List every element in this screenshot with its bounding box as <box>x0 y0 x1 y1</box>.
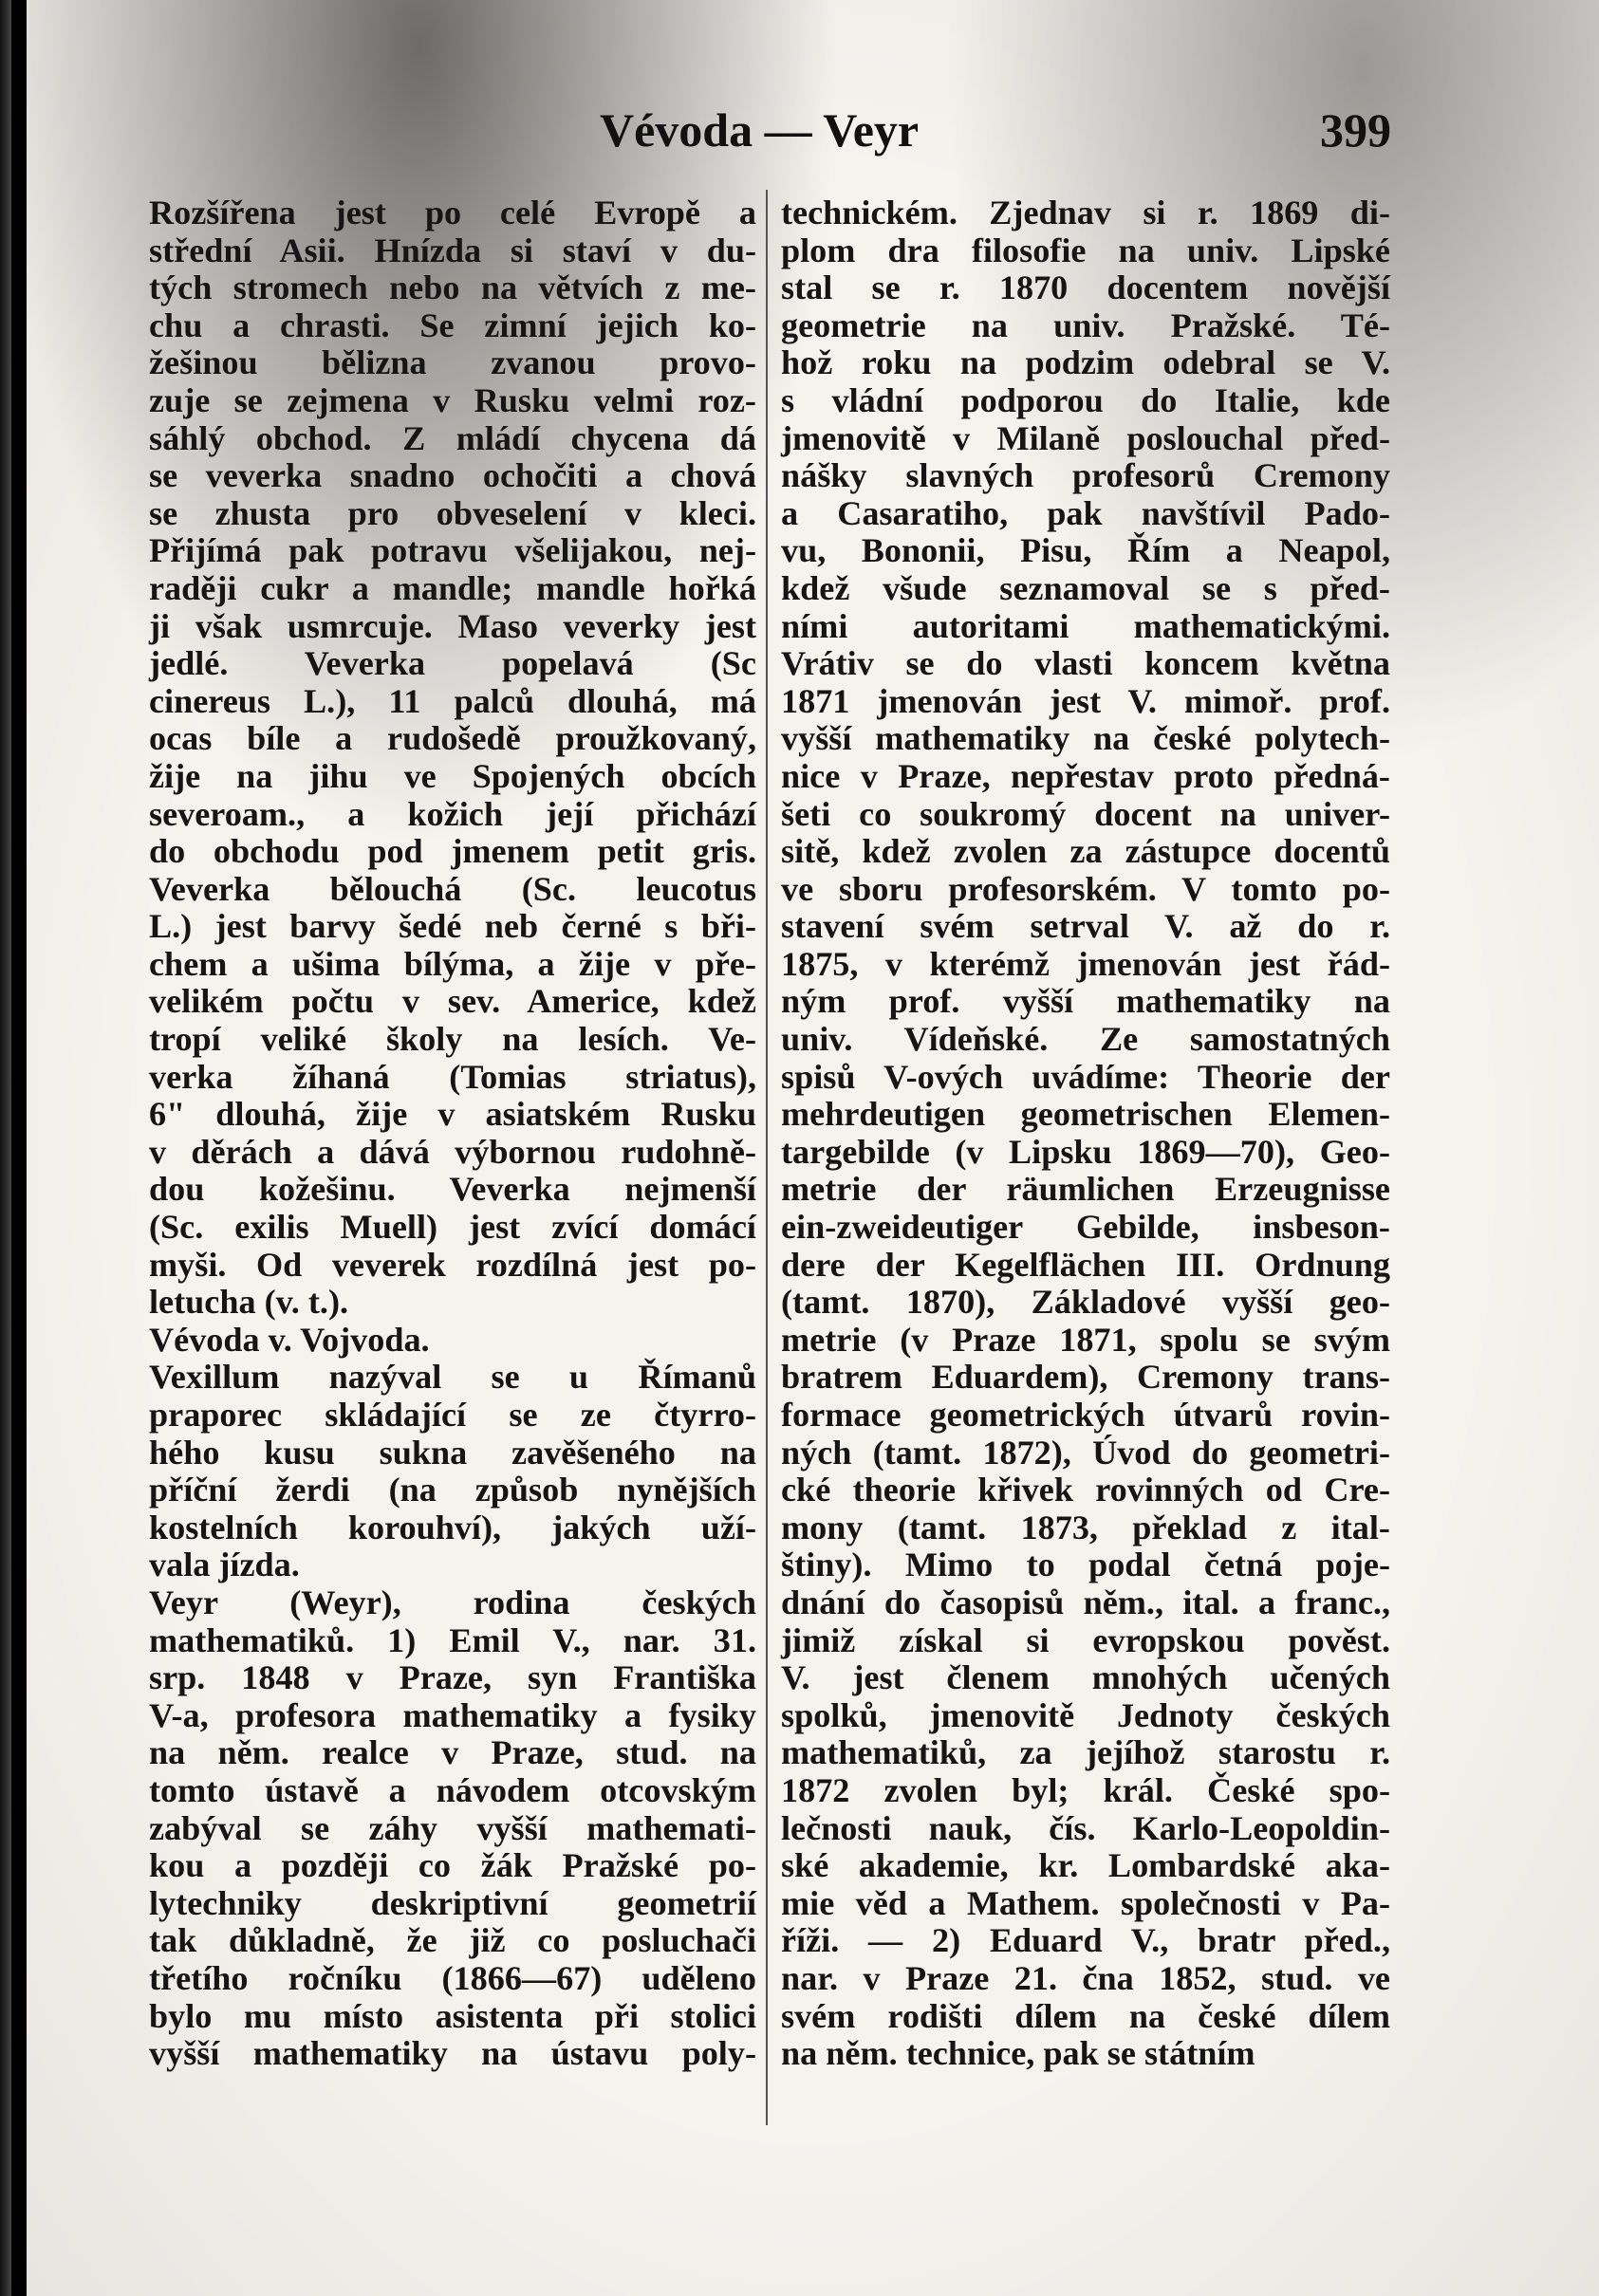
text-line: vyšší mathematiky na české polytech- <box>781 719 1390 758</box>
right-text-column <box>781 194 1390 2073</box>
text-line: se zhusta pro obveselení v kleci. <box>149 493 756 532</box>
text-line: verka žíhaná (Tomias striatus), <box>149 1057 756 1096</box>
text-line: metrie der räumlichen Erzeugnisse <box>781 1170 1390 1209</box>
text-line: 1875, v kterémž jmenován jest řád- <box>781 944 1390 983</box>
text-line: hož roku na podzim odebral se V. <box>781 343 1390 382</box>
text-line: metrie (v Praze 1871, spolu se svým <box>781 1320 1390 1359</box>
text-line: srp. 1848 v Praze, syn Františka <box>149 1658 756 1697</box>
text-line: mathematiků. 1) Emil V., nar. 31. <box>149 1620 756 1659</box>
text-line: jmenovitě v Milaně poslouchal před- <box>781 418 1390 457</box>
text-line: zuje se zejmena v Rusku velmi roz- <box>149 380 756 419</box>
text-line: ných (tamt. 1872), Úvod do geometri- <box>781 1433 1390 1472</box>
text-line: dou kožešinu. Veverka nejmenší <box>149 1170 756 1209</box>
text-line: ein-zweideutiger Gebilde, insbeson- <box>781 1208 1390 1247</box>
book-gutter-shadow <box>0 0 11 2296</box>
text-line: šeti co soukromý docent na univer- <box>781 794 1390 833</box>
text-line: V. jest členem mnohých učených <box>781 1658 1390 1697</box>
text-line: V-a, profesora mathematiky a fysiky <box>149 1695 756 1734</box>
text-line: raději cukr a mandle; mandle hořká <box>149 568 756 607</box>
text-line: 6" dlouhá, žije v asiatském Rusku <box>149 1095 756 1134</box>
text-line: bratrem Eduardem), Cremony trans- <box>781 1358 1390 1397</box>
text-line: Veyr (Weyr), rodina českých <box>149 1583 756 1621</box>
running-title: Vévoda — Veyr <box>600 103 920 157</box>
text-line: svém rodišti dílem na české dílem <box>781 1996 1390 2035</box>
text-line: targebilde (v Lipsku 1869—70), Geo- <box>781 1132 1390 1171</box>
text-line: Veverka bělouchá (Sc. leucotus <box>149 869 756 908</box>
text-line: ným prof. vyšší mathematiky na <box>781 982 1390 1021</box>
text-line: hého kusu sukna zavěšeného na <box>149 1433 756 1472</box>
text-line: dnání do časopisů něm., ital. a franc., <box>781 1583 1390 1621</box>
text-line: spisů V-ových uvádíme: Theorie der <box>781 1057 1390 1096</box>
text-line: jedlé. Veverka popelavá (Sc <box>149 644 756 683</box>
text-line: 1872 zvolen byl; král. České spo- <box>781 1770 1390 1809</box>
page-number: 399 <box>1320 103 1391 157</box>
text-line: zabýval se záhy vyšší mathemati- <box>149 1808 756 1847</box>
left-text-column <box>149 194 756 2073</box>
text-line: formace geometrických útvarů rovin- <box>781 1396 1390 1434</box>
text-line: praporec skládající se ze čtyrro- <box>149 1396 756 1434</box>
text-line: plom dra filosofie na univ. Lipské <box>781 231 1390 269</box>
text-line: ními autoritami mathematickými. <box>781 606 1390 645</box>
text-line: 1871 jmenován jest V. mimoř. prof. <box>781 681 1390 720</box>
text-line: myši. Od veverek rozdílná jest po- <box>149 1245 756 1284</box>
text-line: chu a chrasti. Se zimní jejich ko- <box>149 306 756 344</box>
text-line: mony (tamt. 1873, překlad z ital- <box>781 1508 1390 1546</box>
text-line: s vládní podporou do Italie, kde <box>781 380 1390 419</box>
text-line: Vrátiv se do vlasti koncem května <box>781 644 1390 683</box>
text-line: říži. — 2) Eduard V., bratr před., <box>781 1921 1390 1960</box>
text-line: nice v Praze, nepřestav proto předná- <box>781 756 1390 795</box>
text-line: Vexillum nazýval se u Římanů <box>149 1358 756 1397</box>
text-line: mie věd a Mathem. společnosti v Pa- <box>781 1883 1390 1922</box>
text-line: kostelních korouhví), jakých uží- <box>149 1508 756 1546</box>
text-line: tomto ústavě a návodem otcovským <box>149 1770 756 1809</box>
text-line: L.) jest barvy šedé neb černé s bři- <box>149 907 756 946</box>
text-line: sáhlý obchod. Z mládí chycena dá <box>149 418 756 457</box>
text-line: Rozšířena jest po celé Evropě a <box>149 194 756 231</box>
text-line: do obchodu pod jmenem petit gris. <box>149 832 756 871</box>
text-line: stavení svém setrval V. až do r. <box>781 907 1390 946</box>
text-line: Přijímá pak potravu všelijakou, nej- <box>149 531 756 570</box>
text-line: spolků, jmenovitě Jednoty českých <box>781 1695 1390 1734</box>
text-line: severoam., a kožich její přichází <box>149 794 756 833</box>
text-line: tých stromech nebo na větvích z me- <box>149 268 756 307</box>
text-line: (Sc. exilis Muell) jest zvící domácí <box>149 1208 756 1247</box>
text-line: dere der Kegelflächen III. Ordnung <box>781 1245 1390 1284</box>
text-line: univ. Vídeňské. Ze samostatných <box>781 1020 1390 1059</box>
text-line: geometrie na univ. Pražské. Té- <box>781 306 1390 344</box>
text-line: nar. v Praze 21. čna 1852, stud. ve <box>781 1958 1390 1997</box>
text-line: žije na jihu ve Spojených obcích <box>149 756 756 795</box>
text-line: Vévoda v. Vojvoda. <box>149 1320 430 1359</box>
text-line: nášky slavných profesorů Cremony <box>781 456 1390 495</box>
text-line: stal se r. 1870 docentem novější <box>781 268 1390 307</box>
text-line: na něm. technice, pak se státním <box>781 2034 1255 2073</box>
text-line: se veverka snadno ochočiti a chová <box>149 456 756 495</box>
text-line: vyšší mathematiky na ústavu poly- <box>149 2034 756 2073</box>
text-line: ji však usmrcuje. Maso veverky jest <box>149 606 756 645</box>
text-line: na něm. realce v Praze, stud. na <box>149 1733 756 1772</box>
text-line: kdež všude seznamoval se s před- <box>781 568 1390 607</box>
text-line: mathematiků, za jejíhož starostu r. <box>781 1733 1390 1772</box>
text-line: bylo mu místo asistenta při stolici <box>149 1996 756 2035</box>
text-line: příční žerdi (na způsob nynějších <box>149 1471 756 1509</box>
text-line: lytechniky deskriptivní geometrií <box>149 1883 756 1922</box>
text-line: kou a později co žák Pražské po- <box>149 1846 756 1885</box>
text-line: lečnosti nauk, čís. Karlo-Leopoldin- <box>781 1808 1390 1847</box>
text-line: ské akademie, kr. Lombardské aka- <box>781 1846 1390 1885</box>
text-line: střední Asii. Hnízda si staví v du- <box>149 231 756 269</box>
text-line: ve sboru profesorském. V tomto po- <box>781 869 1390 908</box>
text-line: (tamt. 1870), Základové vyšší geo- <box>781 1283 1390 1322</box>
text-line: sitě, kdež zvolen za zástupce docentů <box>781 832 1390 871</box>
page-header <box>569 102 1404 169</box>
text-line: štiny). Mimo to podal četná poje- <box>781 1546 1390 1584</box>
text-line: tropí veliké školy na lesích. Ve- <box>149 1020 756 1059</box>
text-line: cinereus L.), 11 palců dlouhá, má <box>149 681 756 720</box>
text-line: v děrách a dává výbornou rudohně- <box>149 1132 756 1171</box>
text-line: velikém počtu v sev. Americe, kdež <box>149 982 756 1021</box>
text-line: vu, Bononii, Pisu, Řím a Neapol, <box>781 531 1390 570</box>
text-line: třetího ročníku (1866—67) uděleno <box>149 1958 756 1997</box>
text-line: mehrdeutigen geometrischen Elemen- <box>781 1095 1390 1134</box>
text-line: tak důkladně, že již co posluchači <box>149 1921 756 1960</box>
text-line: žešinou bělizna zvanou provo- <box>149 343 756 382</box>
text-line: a Casaratiho, pak navštívil Pado- <box>781 493 1390 532</box>
text-line: vala jízda. <box>149 1546 300 1584</box>
text-line: ocas bíle a rudošedě proužkovaný, <box>149 719 756 758</box>
column-divider <box>766 190 768 2125</box>
text-line: technickém. Zjednav si r. 1869 di- <box>781 194 1390 231</box>
text-line: jimiž získal si evropskou pověst. <box>781 1620 1390 1659</box>
text-line: cké theorie křivek rovinných od Cre- <box>781 1471 1390 1509</box>
text-line: chem a ušima bílýma, a žije v pře- <box>149 944 756 983</box>
text-line: letucha (v. t.). <box>149 1283 349 1322</box>
